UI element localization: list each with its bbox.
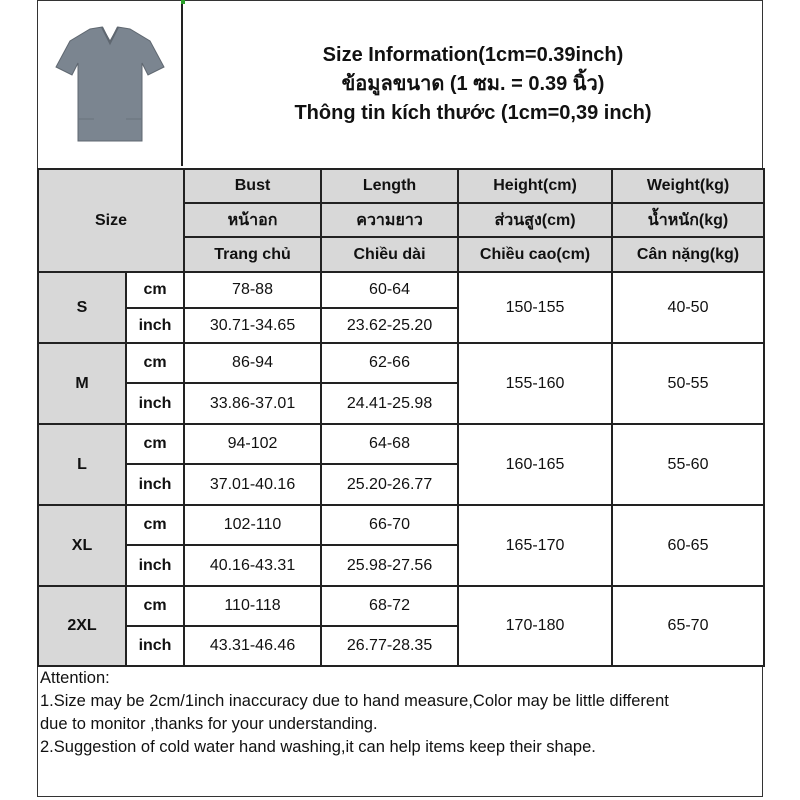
title-thai: ข้อมูลขนาด (1 ซม. = 0.39 นิ้ว) <box>341 72 605 95</box>
size-name-xl: XL <box>38 505 126 586</box>
height-value: 170-180 <box>458 586 612 666</box>
bust-inch: 30.71-34.65 <box>184 308 321 343</box>
col-height-vi: Chiều cao(cm) <box>458 237 612 272</box>
col-bust-th: หน้าอก <box>184 203 321 237</box>
unit-cm: cm <box>126 343 184 383</box>
unit-cm: cm <box>126 505 184 545</box>
col-length-vi: Chiều dài <box>321 237 458 272</box>
size-header: Size <box>38 169 184 272</box>
title-block <box>183 0 763 168</box>
unit-cm: cm <box>126 272 184 308</box>
bust-inch: 37.01-40.16 <box>184 464 321 505</box>
weight-value: 40-50 <box>612 272 764 343</box>
height-value: 160-165 <box>458 424 612 505</box>
length-inch: 25.20-26.77 <box>321 464 458 505</box>
length-cm: 68-72 <box>321 586 458 626</box>
weight-value: 50-55 <box>612 343 764 424</box>
col-bust-vi: Trang chủ <box>184 237 321 272</box>
col-height-en: Height(cm) <box>458 169 612 203</box>
length-cm: 66-70 <box>321 505 458 545</box>
bust-cm: 78-88 <box>184 272 321 308</box>
shirt-image <box>38 1 181 166</box>
length-cm: 62-66 <box>321 343 458 383</box>
length-inch: 25.98-27.56 <box>321 545 458 586</box>
bust-inch: 33.86-37.01 <box>184 383 321 424</box>
unit-inch: inch <box>126 464 184 505</box>
note-1: 1.Size may be 2cm/1inch inaccuracy due to hand measure,Color may be little different <box>40 692 669 710</box>
note-2: 2.Suggestion of cold water hand washing,it can help items keep their shape. <box>40 738 596 756</box>
col-weight-th: น้ำหนัก(kg) <box>612 203 764 237</box>
title-english: Size Information(1cm=0.39inch) <box>322 43 624 66</box>
weight-value: 55-60 <box>612 424 764 505</box>
unit-inch: inch <box>126 545 184 586</box>
size-name-s: S <box>38 272 126 343</box>
unit-inch: inch <box>126 383 184 424</box>
unit-inch: inch <box>126 308 184 343</box>
size-name-2xl: 2XL <box>38 586 126 666</box>
col-length-th: ความยาว <box>321 203 458 237</box>
height-value: 165-170 <box>458 505 612 586</box>
length-inch: 26.77-28.35 <box>321 626 458 666</box>
length-cm: 64-68 <box>321 424 458 464</box>
bust-inch: 40.16-43.31 <box>184 545 321 586</box>
weight-value: 60-65 <box>612 505 764 586</box>
length-inch: 23.62-25.20 <box>321 308 458 343</box>
bust-cm: 86-94 <box>184 343 321 383</box>
size-table <box>37 168 765 667</box>
col-length-en: Length <box>321 169 458 203</box>
bust-cm: 110-118 <box>184 586 321 626</box>
col-weight-en: Weight(kg) <box>612 169 764 203</box>
bust-cm: 94-102 <box>184 424 321 464</box>
col-bust-en: Bust <box>184 169 321 203</box>
product-image <box>38 1 183 166</box>
unit-inch: inch <box>126 626 184 666</box>
height-value: 150-155 <box>458 272 612 343</box>
size-name-l: L <box>38 424 126 505</box>
col-height-th: ส่วนสูง(cm) <box>458 203 612 237</box>
length-cm: 60-64 <box>321 272 458 308</box>
notes-heading: Attention: <box>40 669 110 687</box>
bust-inch: 43.31-46.46 <box>184 626 321 666</box>
bust-cm: 102-110 <box>184 505 321 545</box>
note-1-cont: due to monitor ,thanks for your understanding. <box>40 715 378 733</box>
unit-cm: cm <box>126 586 184 626</box>
col-weight-vi: Cân nặng(kg) <box>612 237 764 272</box>
weight-value: 65-70 <box>612 586 764 666</box>
size-name-m: M <box>38 343 126 424</box>
attention-notes <box>40 667 760 759</box>
height-value: 155-160 <box>458 343 612 424</box>
unit-cm: cm <box>126 424 184 464</box>
title-vietnamese: Thông tin kích thước (1cm=0,39 inch) <box>294 101 652 124</box>
length-inch: 24.41-25.98 <box>321 383 458 424</box>
